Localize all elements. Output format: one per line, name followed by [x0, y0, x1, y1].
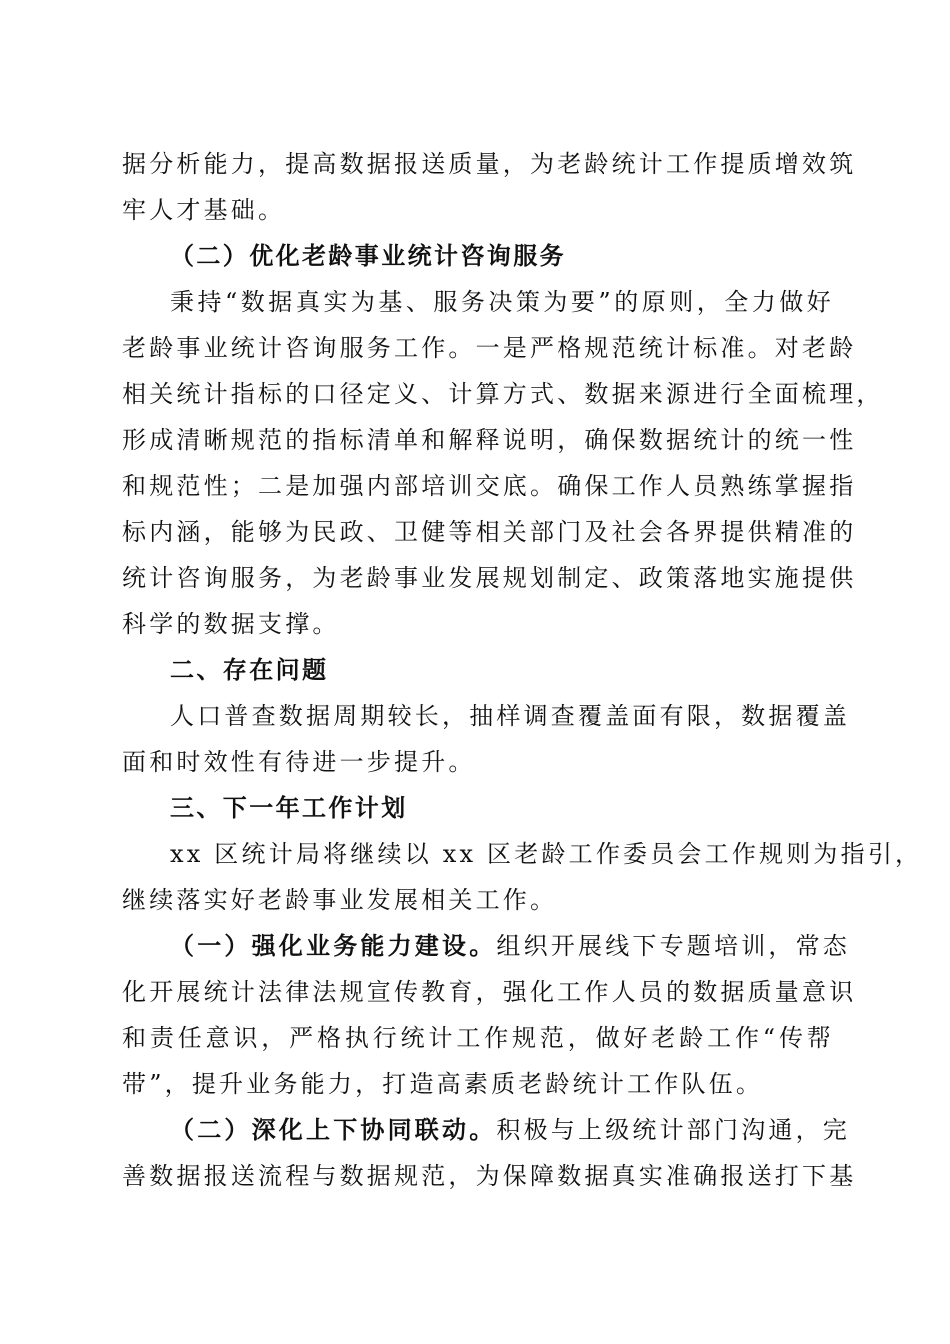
paragraph-line: 和规范性；二是加强内部培训交底。确保工作人员熟练掌握指 — [122, 472, 857, 500]
paragraph-line: 和责任意识，严格执行统计工作规范，做好老龄工作“传帮 — [122, 1024, 834, 1052]
paragraph-line: 秉持“数据真实为基、服务决策为要”的原则，全力做好 — [170, 288, 834, 316]
paragraph-line: 据分析能力，提高数据报送质量，为老龄统计工作提质增效筑 — [122, 150, 857, 178]
subsection-heading-optimize-consulting: （二）优化老龄事业统计咨询服务 — [170, 242, 566, 270]
plan-item-1-title: （一）强化业务能力建设。 — [170, 932, 497, 960]
plan-item-1-text: 组织开展线下专题培训，常态 — [496, 932, 851, 960]
paragraph-line: 人口普查数据周期较长，抽样调查覆盖面有限，数据覆盖 — [170, 702, 850, 730]
paragraph-line: 相关统计指标的口径定义、计算方式、数据来源进行全面梳理， — [122, 380, 884, 408]
paragraph-line: 老龄事业统计咨询服务工作。一是严格规范统计标准。对老龄 — [122, 334, 857, 362]
paragraph-line: 标内涵，能够为民政、卫健等相关部门及社会各界提供精准的 — [122, 518, 857, 546]
paragraph-line: 形成清晰规范的指标清单和解释说明，确保数据统计的统一性 — [122, 426, 857, 454]
paragraph-line: 带”，提升业务能力，打造高素质老龄统计工作队伍。 — [122, 1070, 764, 1098]
paragraph-line: 科学的数据支撑。 — [122, 610, 340, 638]
plan-item-2-title: （二）深化上下协同联动。 — [170, 1116, 497, 1144]
paragraph-line: xx 区统计局将继续以 xx 区老龄工作委员会工作规则为指引， — [170, 840, 923, 868]
plan-item-2-text: 积极与上级统计部门沟通，完 — [496, 1116, 851, 1144]
paragraph-line — [170, 1114, 851, 1146]
paragraph-line: 善数据报送流程与数据规范，为保障数据真实准确报送打下基 — [122, 1162, 857, 1190]
paragraph-line: 统计咨询服务，为老龄事业发展规划制定、政策落地实施提供 — [122, 564, 857, 592]
section-heading-problems: 二、存在问题 — [170, 656, 329, 684]
paragraph-line: 面和时效性有待进一步提升。 — [122, 748, 476, 776]
section-heading-next-year-plan: 三、下一年工作计划 — [170, 794, 408, 822]
paragraph-line: 化开展统计法律法规宣传教育，强化工作人员的数据质量意识 — [122, 978, 857, 1006]
paragraph-line: 继续落实好老龄事业发展相关工作。 — [122, 886, 558, 914]
paragraph-line — [170, 930, 851, 962]
paragraph-line: 牢人才基础。 — [122, 196, 286, 224]
